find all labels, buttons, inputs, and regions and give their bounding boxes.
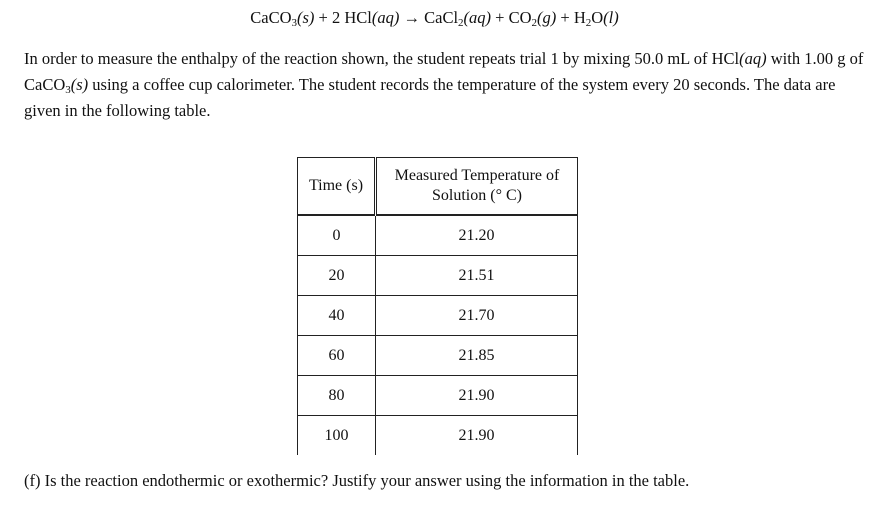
eq-h2o-sub: 2 [585, 17, 592, 29]
eq-cacl2-state: (aq) [463, 8, 492, 27]
table-row [298, 336, 578, 376]
cell-temperature: 21.85 [376, 336, 578, 376]
cell-time: 40 [298, 296, 376, 336]
table-row [298, 416, 578, 456]
intro-paragraph [24, 46, 864, 124]
table-header-row [298, 158, 578, 216]
eq-co2: + CO [491, 8, 532, 27]
eq-caco3: CaCO [250, 8, 292, 27]
para-caco3-sub: 3 [65, 84, 71, 96]
cell-temperature: 21.20 [376, 215, 578, 256]
cell-time: 100 [298, 416, 376, 456]
cell-time: 60 [298, 336, 376, 376]
eq-hcl: + 2 HCl [314, 8, 372, 27]
table-row [298, 296, 578, 336]
cell-temperature: 21.90 [376, 416, 578, 456]
para-hcl-state: (aq) [739, 49, 767, 68]
table-row [298, 376, 578, 416]
para-caco3-state: (s) [70, 75, 89, 94]
eq-hcl-state: (aq) [371, 8, 400, 27]
eq-h2o: + H [556, 8, 586, 27]
reaction-equation [0, 8, 869, 28]
eq-co2-sub: 2 [531, 17, 538, 29]
eq-caco3-sub: 3 [291, 17, 297, 29]
cell-time: 20 [298, 256, 376, 296]
para-part2: with 1.00 g of CaCO [24, 49, 864, 94]
eq-co2-state: (g) [537, 8, 557, 27]
para-part1: In order to measure the enthalpy of the reaction shown, the student repeats trial 1 by mixing 50.0 mL of HCl [24, 49, 740, 68]
cell-temperature: 21.51 [376, 256, 578, 296]
cell-temperature: 21.70 [376, 296, 578, 336]
table-row [298, 215, 578, 256]
cell-time: 0 [298, 215, 376, 256]
header-temperature: Measured Temperature of Solution (° C) [376, 158, 578, 216]
header-time: Time (s) [298, 158, 376, 216]
cell-time: 80 [298, 376, 376, 416]
temperature-table [297, 157, 578, 455]
table-row [298, 256, 578, 296]
eq-h2o-tail: O [591, 8, 604, 27]
cell-temperature: 21.90 [376, 376, 578, 416]
eq-h2o-state: (l) [603, 8, 619, 27]
eq-cacl2-sub: 2 [458, 17, 464, 29]
eq-caco3-state: (s) [297, 8, 315, 27]
eq-arrow-cacl2: → CaCl [399, 8, 459, 27]
question-f: (f) Is the reaction endothermic or exothermic? Justify your answer using the information in the table. [24, 471, 690, 490]
para-part3: using a coffee cup calorimeter. The student records the temperature of the system every 20 seconds. The data are given in the following table. [24, 75, 836, 120]
